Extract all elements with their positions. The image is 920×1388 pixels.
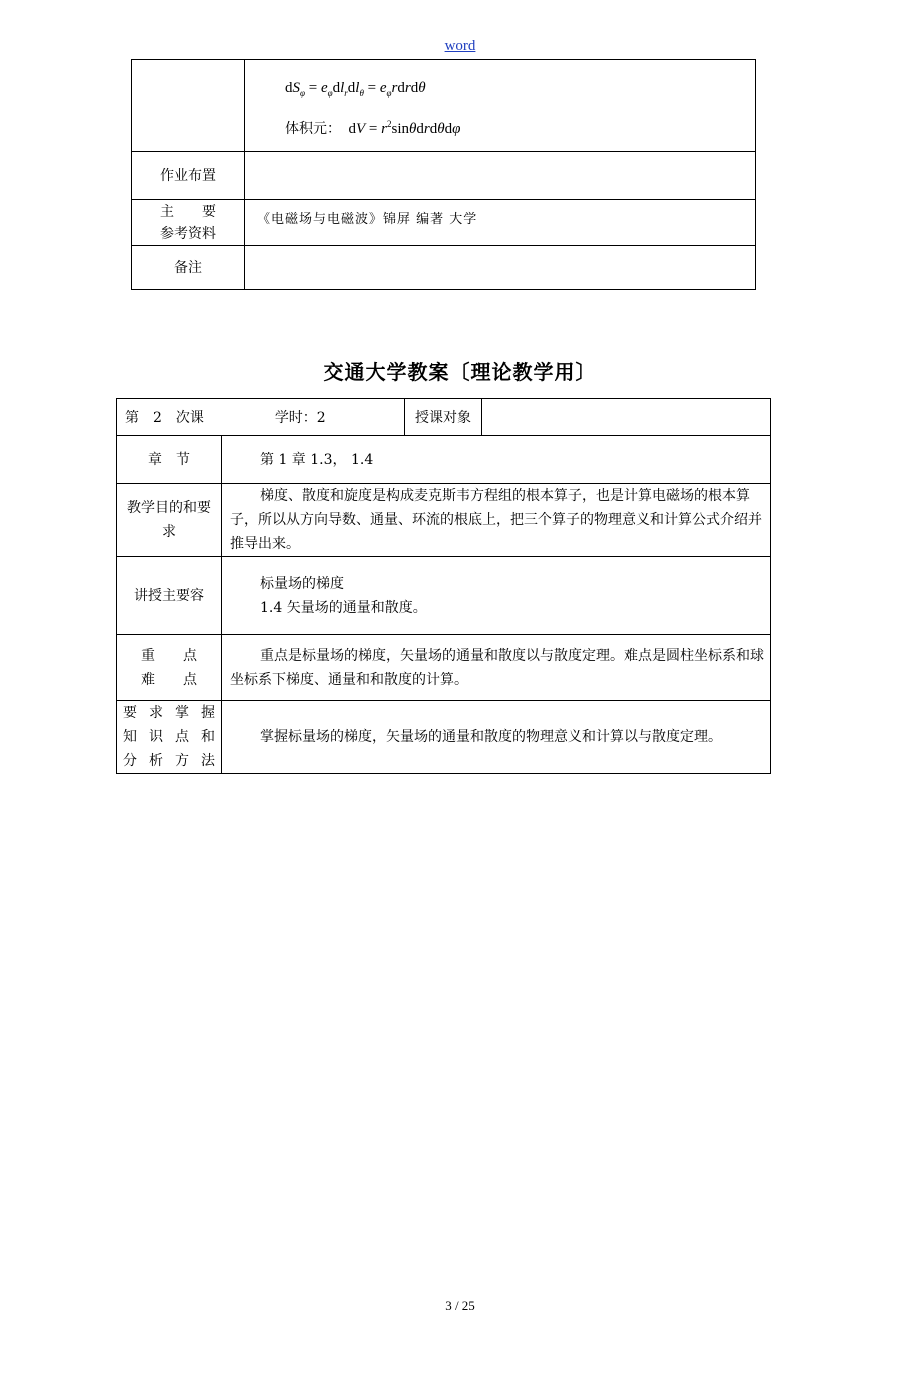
- content-label: [117, 557, 222, 635]
- master-label: [117, 701, 222, 774]
- page-number: 3 / 25: [445, 1298, 475, 1313]
- formula-cell: [245, 60, 756, 152]
- references-label: [132, 200, 245, 246]
- lesson-prefix: 第: [125, 410, 139, 426]
- lesson-number: 2: [152, 410, 162, 426]
- references-label-line1: 主 要: [160, 203, 216, 220]
- hours-label: 学时：2: [274, 410, 326, 426]
- key-label-line2: 难 点: [141, 671, 197, 688]
- master-label-line2: 知识点和: [123, 729, 215, 745]
- master-label-line1: 要求掌握: [123, 705, 215, 721]
- formula-label-cell: [132, 60, 245, 152]
- goals-value: 梯度、散度和旋度是构成麦克斯韦方程组的根本算子，也是计算电磁场的根本算子，所以从方向导数、通量、环流的根底上，把三个算子的物理意义和计算公式介绍并推导出来。: [222, 484, 771, 557]
- document-title: 交通大学教案〔理论教学用〕: [323, 360, 597, 384]
- notes-label: 备注: [132, 246, 245, 290]
- key-points-value: 重点是标量场的梯度，矢量场的通量和散度以与散度定理。难点是圆柱坐标系和球坐标系下梯度、通量和和散度的计算。: [222, 635, 771, 701]
- goals-label-text: 教学目的和要求: [127, 500, 211, 540]
- content-line-2: 1.4 矢量场的通量和散度。: [260, 599, 427, 616]
- key-points-label: [117, 635, 222, 701]
- lesson-info-cell: [117, 399, 405, 436]
- homework-value: [245, 152, 756, 200]
- chapter-value: 第 1 章 1.3， 1.4: [222, 436, 771, 484]
- volume-label: 体积元：: [285, 120, 341, 137]
- lesson-suffix: 次课: [175, 410, 204, 426]
- master-label-line3: 分析方法: [123, 753, 215, 769]
- chapter-label: 章 节: [117, 436, 222, 484]
- content-label-text: 讲授主要容: [134, 587, 204, 604]
- audience-label: 授课对象: [405, 399, 482, 436]
- key-label-line1: 重 点: [141, 647, 197, 664]
- references-label-line2: 参考资料: [160, 225, 216, 242]
- content-value: [222, 557, 771, 635]
- lesson-plan-table: [116, 398, 771, 774]
- surface-element-formula: $dS_\varphi = e_\varphi dl_rdl_\theta$ = $e_\varphi rdrd\theta$: [285, 79, 426, 98]
- notes-value: [245, 246, 756, 290]
- master-value: 掌握标量场的梯度，矢量场的通量和散度的物理意义和计算以与散度定理。: [222, 701, 771, 774]
- content-line-1: 标量场的梯度: [260, 575, 344, 592]
- continuation-table: [131, 59, 756, 290]
- audience-value: [482, 399, 771, 436]
- homework-label: 作业布置: [132, 152, 245, 200]
- goals-label: [117, 484, 222, 557]
- volume-element-formula: 体积元： dV = $r^2\sin\theta drd\theta d\varphi$: [285, 118, 461, 137]
- references-value: 《电磁场与电磁波》锦屏 编著 大学: [245, 200, 756, 246]
- header-word-link[interactable]: word: [444, 38, 476, 54]
